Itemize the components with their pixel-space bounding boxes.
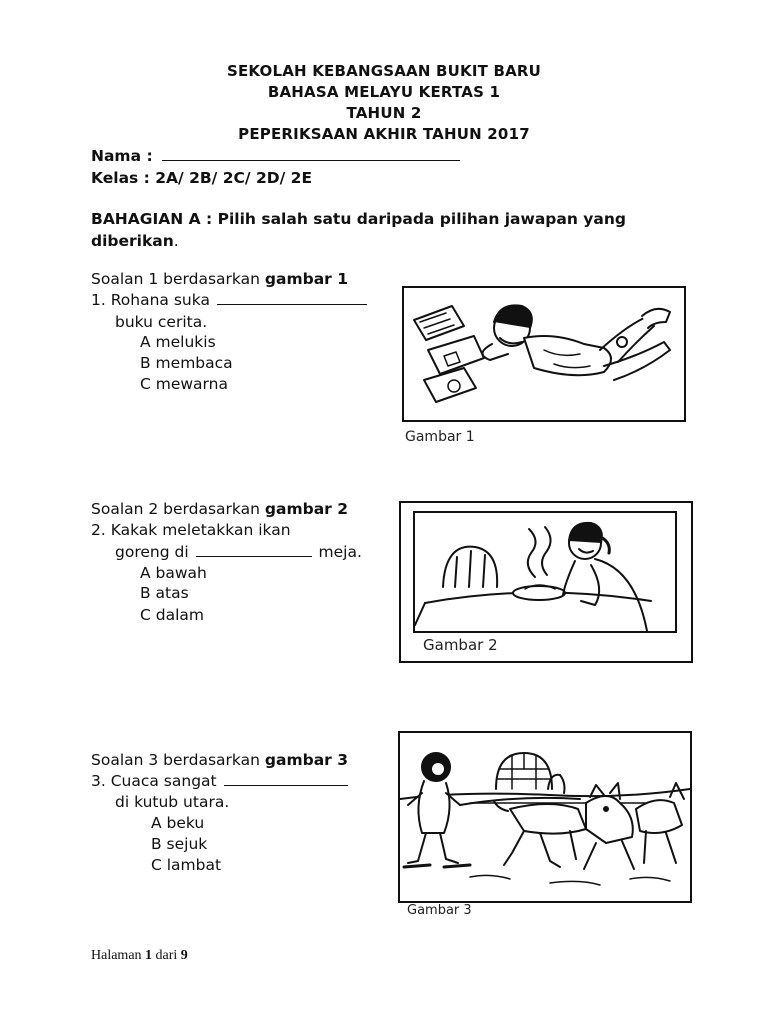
gambar-3-caption: Gambar 3 xyxy=(407,903,472,918)
question-3-line2: di kutub utara. xyxy=(115,793,230,811)
class-label: Kelas : 2A/ 2B/ 2C/ 2D/ 2E xyxy=(91,169,313,187)
question-3-option-b[interactable]: B sejuk xyxy=(151,835,208,853)
question-3-intro: Soalan 3 berdasarkan gambar 3 xyxy=(91,751,348,769)
instruction-line2: diberikan xyxy=(91,232,174,250)
question-2-option-c[interactable]: C dalam xyxy=(140,606,204,624)
section-instruction: BAHAGIAN A : Pilih salah satu daripada pilihan jawapan yang diberikan. xyxy=(91,210,626,250)
gambar-3-image xyxy=(398,731,692,903)
gambar-2-frame xyxy=(399,501,693,663)
name-blank[interactable] xyxy=(162,147,460,161)
question-1-option-a[interactable]: A melukis xyxy=(140,333,216,351)
instruction-line1: Pilih salah satu daripada pilihan jawapan yang xyxy=(217,210,626,228)
question-1-intro: Soalan 1 berdasarkan gambar 1 xyxy=(91,270,348,288)
sister-serving-fish-illustration xyxy=(415,513,675,631)
exam-title: PEPERIKSAAN AKHIR TAHUN 2017 xyxy=(238,125,530,143)
question-2-blank[interactable] xyxy=(196,543,312,557)
question-1-option-b[interactable]: B membaca xyxy=(140,354,233,372)
name-label: Nama : xyxy=(91,147,153,165)
question-1-option-c[interactable]: C mewarna xyxy=(140,375,228,393)
name-row xyxy=(91,147,460,165)
school-name: SEKOLAH KEBANGSAAN BUKIT BARU xyxy=(226,62,542,80)
page-footer: Halaman 1 dari 9 xyxy=(91,948,188,963)
question-1-line1: 1. Rohana suka xyxy=(91,291,367,309)
girl-reading-illustration xyxy=(404,288,684,420)
question-1-blank[interactable] xyxy=(217,291,367,305)
question-2-intro: Soalan 2 berdasarkan gambar 2 xyxy=(91,500,348,518)
question-1-line2: buku cerita. xyxy=(115,313,208,331)
gambar-1-caption: Gambar 1 xyxy=(405,429,475,445)
gambar-2-caption: Gambar 2 xyxy=(423,636,498,654)
question-3-option-a[interactable]: A beku xyxy=(151,814,205,832)
question-3-line1: 3. Cuaca sangat xyxy=(91,772,348,790)
subject-title: BAHASA MELAYU KERTAS 1 xyxy=(267,83,501,101)
gambar-1-image xyxy=(402,286,686,422)
question-2-option-b[interactable]: B atas xyxy=(140,584,189,602)
year-title: TAHUN 2 xyxy=(346,104,422,122)
question-2-line2: goreng di meja. xyxy=(115,543,362,561)
question-3-blank[interactable] xyxy=(224,772,348,786)
question-2-option-a[interactable]: A bawah xyxy=(140,564,207,582)
question-3-option-c[interactable]: C lambat xyxy=(151,856,222,874)
gambar-2-image xyxy=(413,511,677,633)
section-title: BAHAGIAN A : xyxy=(91,210,218,228)
question-2-line1: 2. Kakak meletakkan ikan xyxy=(91,521,291,539)
arctic-sled-illustration xyxy=(400,733,690,901)
